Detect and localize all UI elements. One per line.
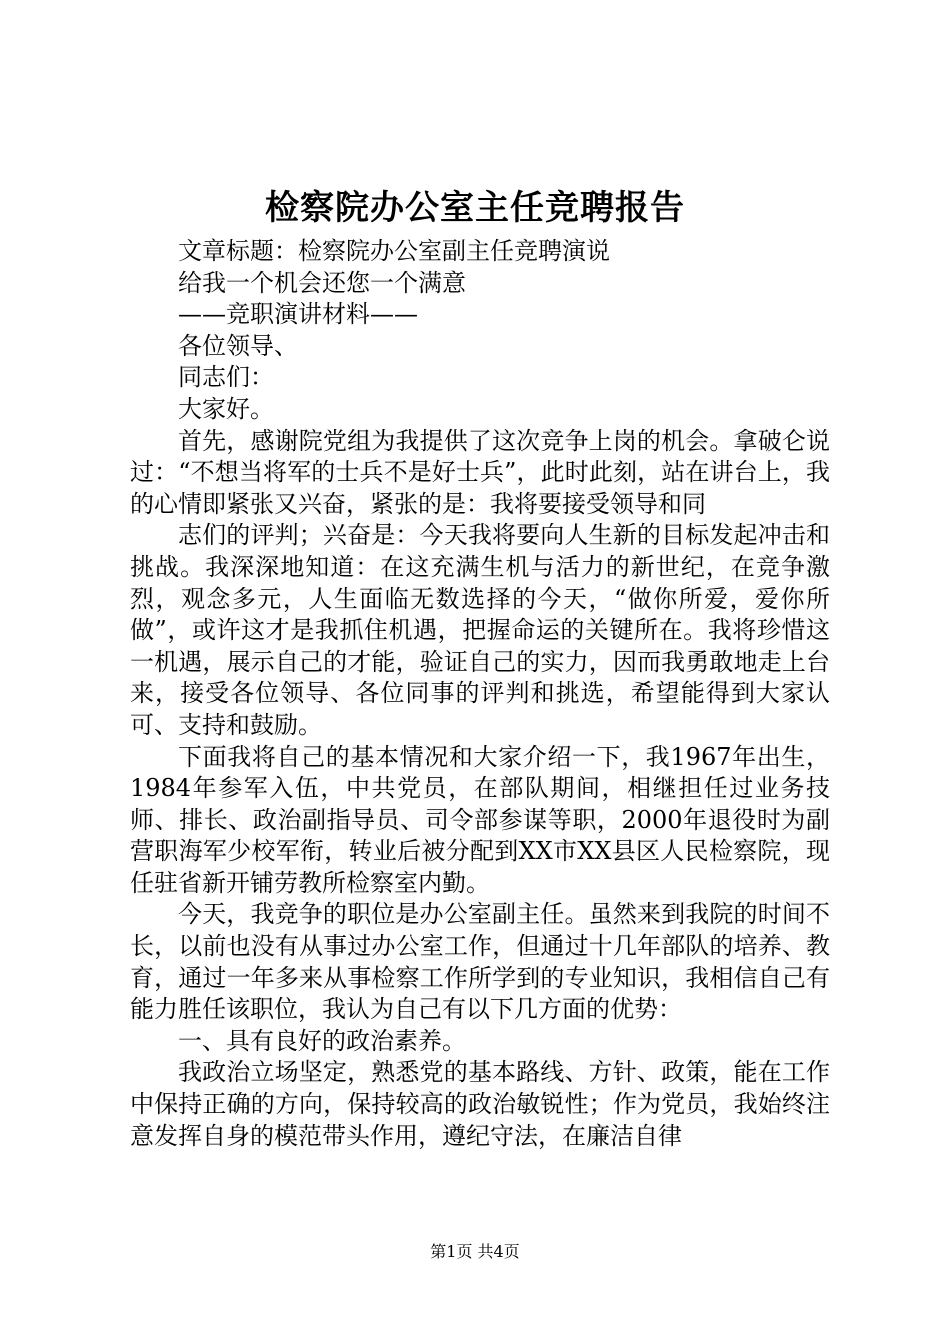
- paragraph-political-detail: 我政治立场坚定，熟悉党的基本路线、方针、政策，能在工作中保持正确的方向，保持较高的政治敏锐性；作为党员，我始终注意发挥自身的模范带头作用，遵纪守法，在廉洁自律: [130, 1058, 830, 1150]
- paragraph-position: 今天，我竞争的职位是办公室副主任。虽然来到我院的时间不长，以前也没有从事过办公室工作，但通过十几年部队的培养、教育，通过一年多来从事检察工作所学到的专业知识，我相信自己有能力胜任该职位，我认为自己有以下几方面的优势：: [130, 900, 830, 1024]
- paragraph-motivation: 志们的评判；兴奋是：今天我将要向人生新的目标发起冲击和挑战。我深深地知道：在这充满生机与活力的新世纪，在竞争激烈，观念多元，人生面临无数选择的今天，“做你所爱，爱你所做”，或许这才是我抓住机遇，把握命运的关键所在。我将珍惜这一机遇，展示自己的才能，验证自己的实力，因而我勇敢地走上台来，接受各位领导、各位同事的评判和挑选，希望能得到大家认可、支持和鼓励。: [130, 521, 830, 739]
- page-footer: 第1页 共4页: [430, 1242, 520, 1261]
- paragraph-greeting: 大家好。: [178, 394, 274, 423]
- document-title: 检察院办公室主任竞聘报告: [265, 188, 685, 228]
- paragraph-article-title: 文章标题：检察院办公室副主任竞聘演说: [178, 237, 610, 265]
- paragraph-salutation-comrades: 同志们：: [178, 363, 274, 392]
- document-body: [130, 236, 830, 1152]
- paragraph-heading-political: 一、具有良好的政治素养。: [178, 1026, 466, 1055]
- paragraph-thanks: 首先，感谢院党组为我提供了这次竞争上岗的机会。拿破仑说过：“不想当将军的士兵不是好士兵”，此时此刻，站在讲台上，我的心情即紧张又兴奋，紧张的是：我将要接受领导和同: [130, 426, 830, 518]
- paragraph-salutation-leaders: 各位领导、: [178, 331, 298, 360]
- paragraph-background: 下面我将自己的基本情况和大家介绍一下，我1967年出生，1984年参军入伍，中共党员，在部队期间，相继担任过业务技师、排长、政治副指导员、司令部参谋等职，2000年退役时为副营职海军少校军衔，转业后被分配到XX市XX县区人民检察院，现任驻省新开铺劳教所检察室内勤。: [130, 742, 830, 897]
- paragraph-slogan: 给我一个机会还您一个满意: [178, 268, 466, 297]
- paragraph-subtitle: ——竞职演讲材料——: [178, 300, 418, 329]
